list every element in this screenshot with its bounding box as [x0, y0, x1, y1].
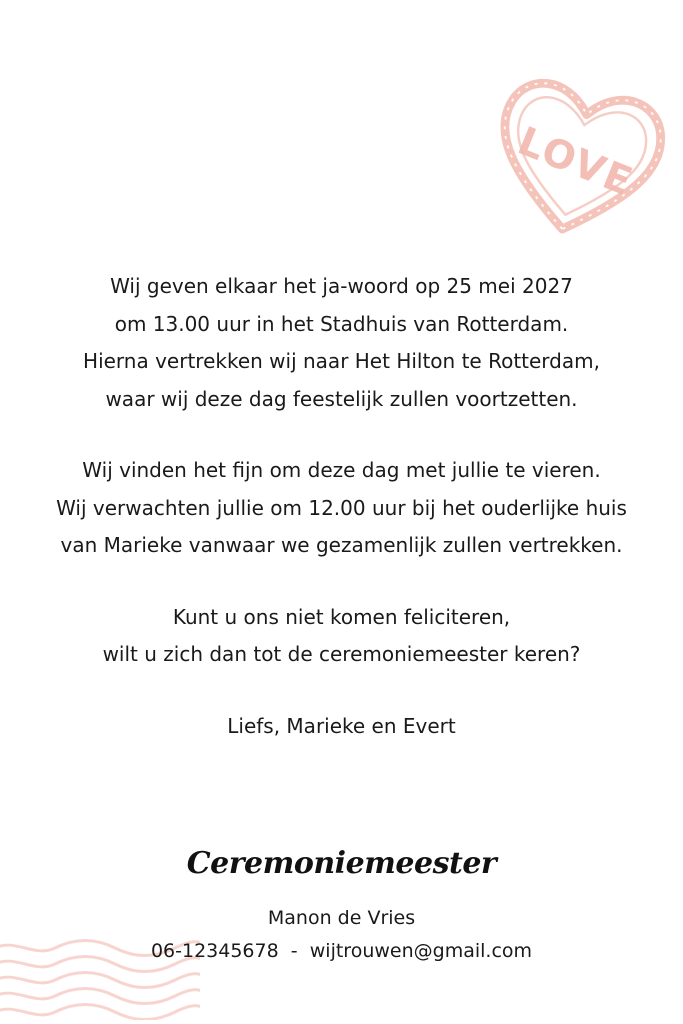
text-line: Kunt u ons niet komen feliciteren, [172, 604, 511, 629]
text-line: Wij geven elkaar het ja-woord op 25 mei 2027 [110, 274, 573, 298]
contact-separator: - [290, 940, 298, 962]
heart-stamp-icon [480, 60, 675, 255]
text-line: wilt u zich dan tot de ceremoniemeester keren? [102, 642, 581, 666]
text-line: Wij vinden het fijn om deze dag met jullie te vieren. [82, 458, 601, 482]
ceremoniemeester-contact [0, 938, 683, 964]
invitation-text [0, 268, 683, 779]
text-line: Wij verwachten jullie om 12.00 uur bij het ouderlijke huis [56, 495, 627, 520]
text-line: om 13.00 uur in het Stadhuis van Rotterdam. [114, 311, 569, 336]
email-address[interactable]: wijtrouwen@gmail.com [309, 940, 533, 962]
paragraph-ceremony [0, 268, 683, 418]
paragraph-meeting [0, 452, 683, 565]
text-line: van Marieke vanwaar we gezamenlijk zullen vertrekken. [60, 533, 623, 557]
phone-number[interactable]: 06-12345678 [150, 940, 279, 962]
ceremoniemeester-name: Manon de Vries [267, 907, 416, 929]
stamp-text: LOVE [511, 118, 640, 206]
ceremoniemeester-title: Ceremoniemeester [186, 846, 497, 881]
paragraph-signature [0, 708, 683, 746]
text-line: Hierna vertrekken wij naar Het Hilton te Rotterdam, [83, 349, 600, 373]
signature-line: Liefs, Marieke en Evert [227, 713, 456, 738]
text-line: waar wij deze dag feestelijk zullen voortzetten. [105, 386, 578, 411]
paragraph-congratulations [0, 599, 683, 674]
